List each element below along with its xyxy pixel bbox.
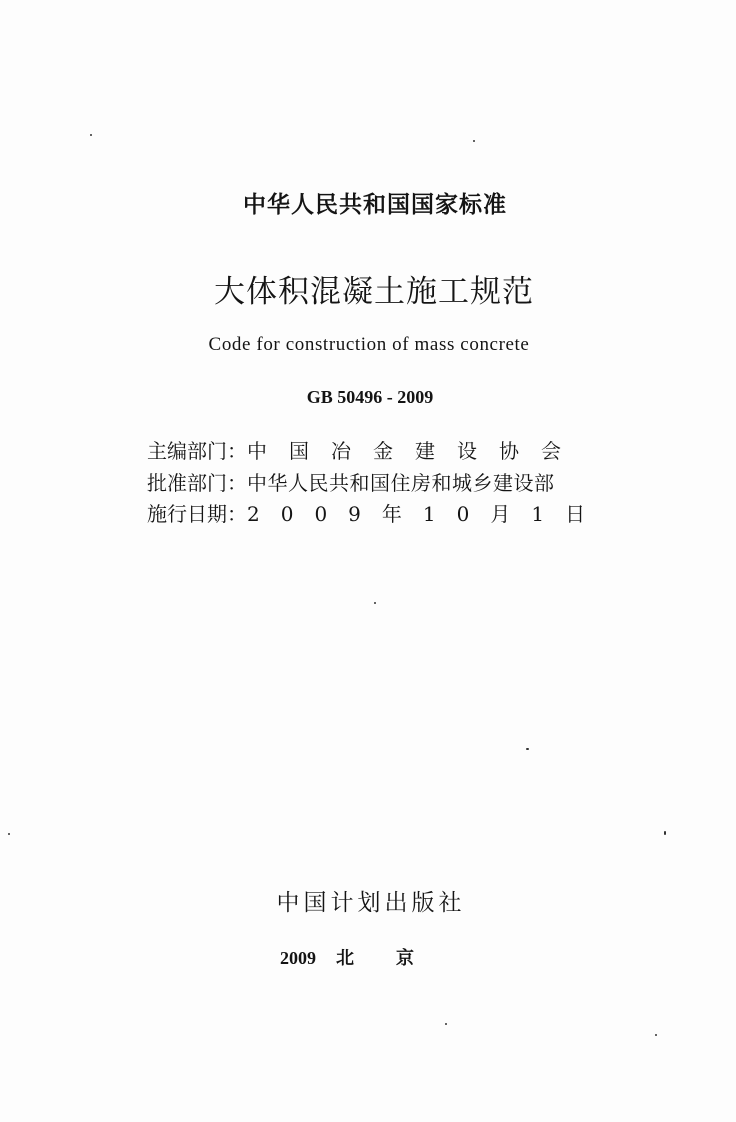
document-title-english: Code for construction of mass concrete bbox=[208, 334, 530, 355]
info-label-approver: 批准部门： bbox=[147, 471, 247, 495]
info-label-editor: 主编部门： bbox=[147, 439, 247, 463]
scan-speck bbox=[8, 833, 10, 835]
document-title-chinese: 大体积混凝土施工规范 bbox=[214, 274, 534, 310]
scan-speck bbox=[526, 748, 529, 750]
info-value-approver: 中华人民共和国住房和城乡建设部 bbox=[247, 471, 555, 495]
info-value-effective-date: 2009年10月1日 bbox=[247, 502, 607, 526]
publication-city: 北京 bbox=[336, 948, 456, 969]
info-label-effective-date: 施行日期： bbox=[147, 502, 247, 526]
info-row-effective-date bbox=[147, 500, 606, 528]
publication-year: 2009 bbox=[280, 948, 316, 968]
standard-type-heading: 中华人民共和国国家标准 bbox=[243, 192, 507, 218]
scan-speck bbox=[664, 831, 666, 835]
info-row-editor bbox=[147, 437, 583, 465]
scan-speck bbox=[445, 1023, 447, 1025]
scan-speck bbox=[90, 134, 92, 136]
info-value-editor: 中国冶金建设协会 bbox=[247, 439, 583, 463]
scan-speck bbox=[655, 1034, 657, 1036]
publication-year-city bbox=[280, 944, 456, 970]
scan-speck bbox=[473, 140, 475, 142]
standard-code: GB 50496 - 2009 bbox=[306, 387, 434, 407]
publisher-name: 中国计划出版社 bbox=[276, 890, 466, 916]
info-row-approver bbox=[147, 469, 555, 497]
scan-speck bbox=[374, 602, 376, 604]
